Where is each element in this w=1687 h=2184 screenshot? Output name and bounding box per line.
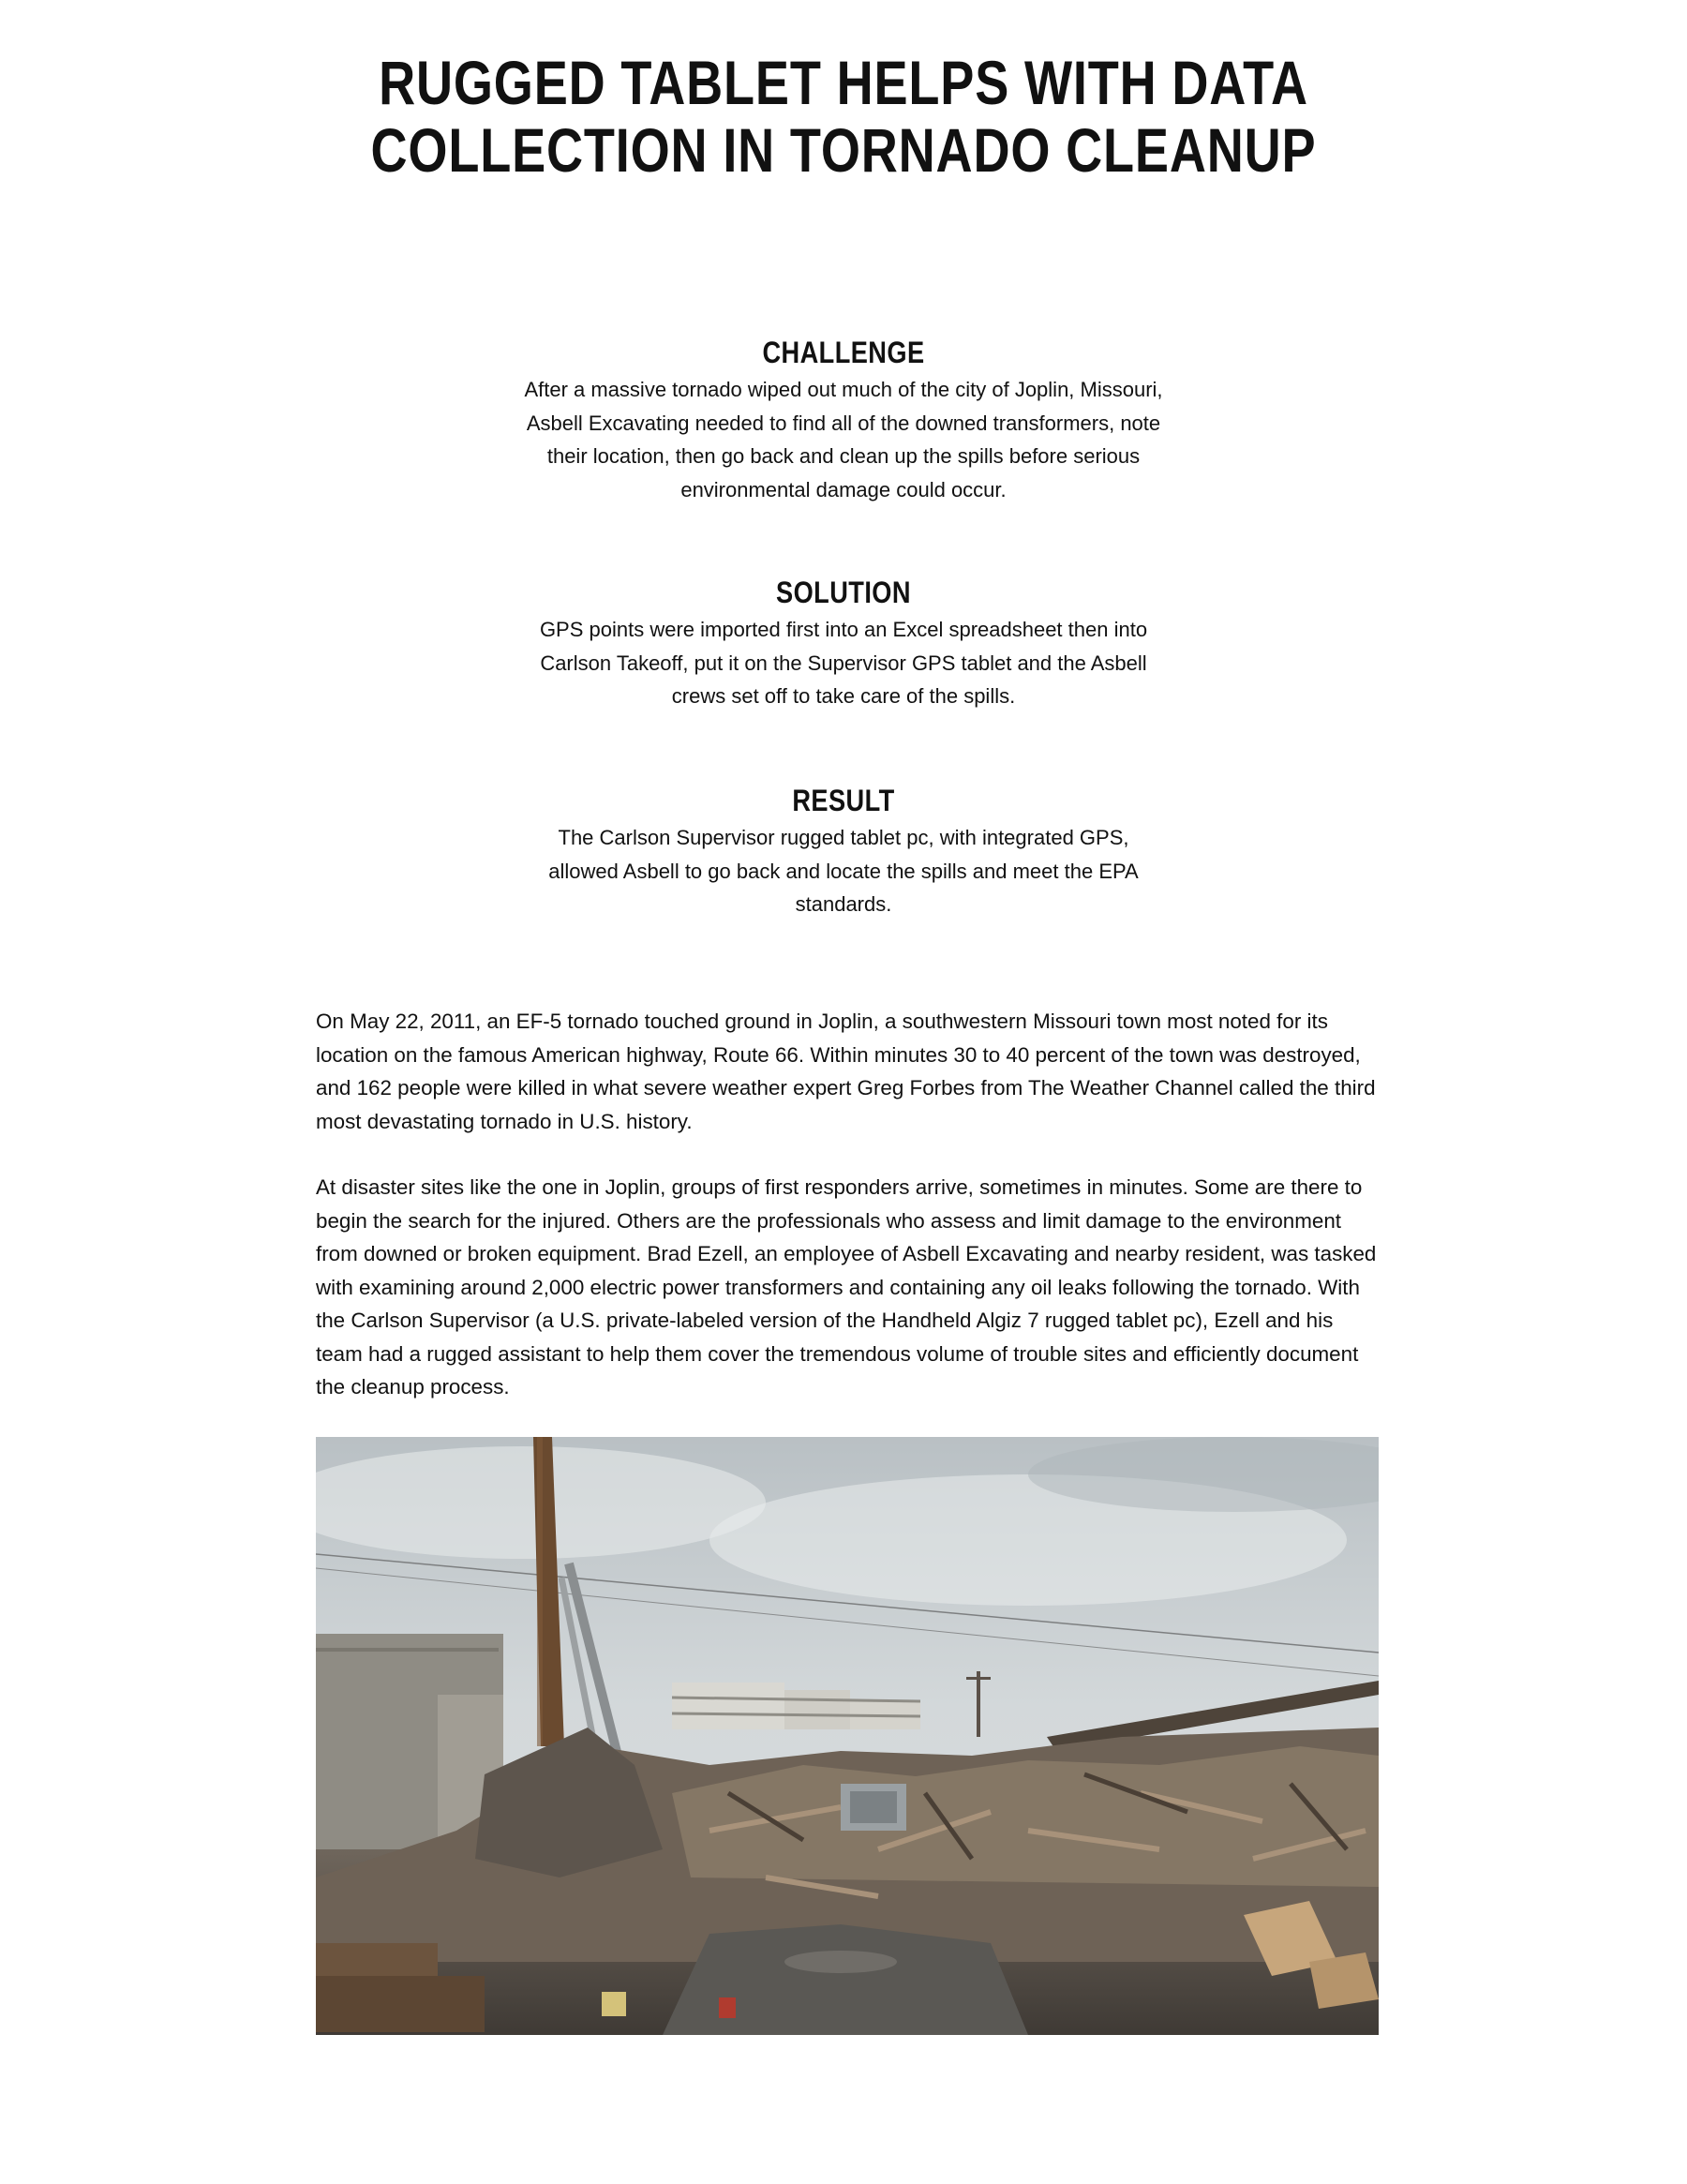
page-title-line-1: RUGGED TABLET HELPS WITH DATA	[379, 48, 1308, 117]
challenge-text: After a massive tornado wiped out much of the city of Joplin, Missouri, Asbell Excavating needed to find all of the downed transformers, note their location, then go back and clean up the spills before serious environmental damage could occur.	[524, 378, 1163, 501]
result-heading: RESULT	[792, 784, 895, 817]
result-text: The Carlson Supervisor rugged tablet pc, with integrated GPS, allowed Asbell to go back and locate the spills and meet the EPA standards.	[548, 826, 1139, 916]
result-section	[515, 784, 1172, 921]
solution-heading: SOLUTION	[776, 576, 911, 609]
article-body	[316, 1005, 1384, 1437]
tornado-debris-illustration	[316, 1437, 1379, 2035]
challenge-heading: CHALLENGE	[762, 336, 925, 369]
article-paragraph: At disaster sites like the one in Joplin, groups of first responders arrive, sometimes in minutes. Some are there to begin the search for the injured. Others are the professionals who assess and limit damage to the environment from downed or broken equipment. Brad Ezell, an employee of Asbell Excavating and nearby resident, was tasked with examining around 2,000 electric power transformers and containing any oil leaks following the tornado. With the Carlson Supervisor (a U.S. private-labeled version of the Handheld Algiz 7 rugged tablet pc), Ezell and his team had a rugged assistant to help them cover the tremendous volume of trouble sites and efficiently document the cleanup process.	[316, 1175, 1377, 1399]
page-title	[152, 49, 1535, 184]
solution-text: GPS points were imported first into an Excel spreadsheet then into Carlson Takeoff, put it on the Supervisor GPS tablet and the Asbell crews set off to take care of the spills.	[539, 618, 1148, 708]
page-title-line-2: COLLECTION IN TORNADO CLEANUP	[370, 115, 1317, 185]
challenge-section	[515, 336, 1172, 506]
solution-section	[515, 576, 1172, 713]
article-paragraph: On May 22, 2011, an EF-5 tornado touched ground in Joplin, a southwestern Missouri town most noted for its location on the famous American highway, Route 66. Within minutes 30 to 40 percent of the town was destroyed, and 162 people were killed in what severe weather expert Greg Forbes from The Weather Channel called the third most devastating tornado in U.S. history.	[316, 1010, 1376, 1133]
tornado-debris-photo	[316, 1437, 1379, 2035]
